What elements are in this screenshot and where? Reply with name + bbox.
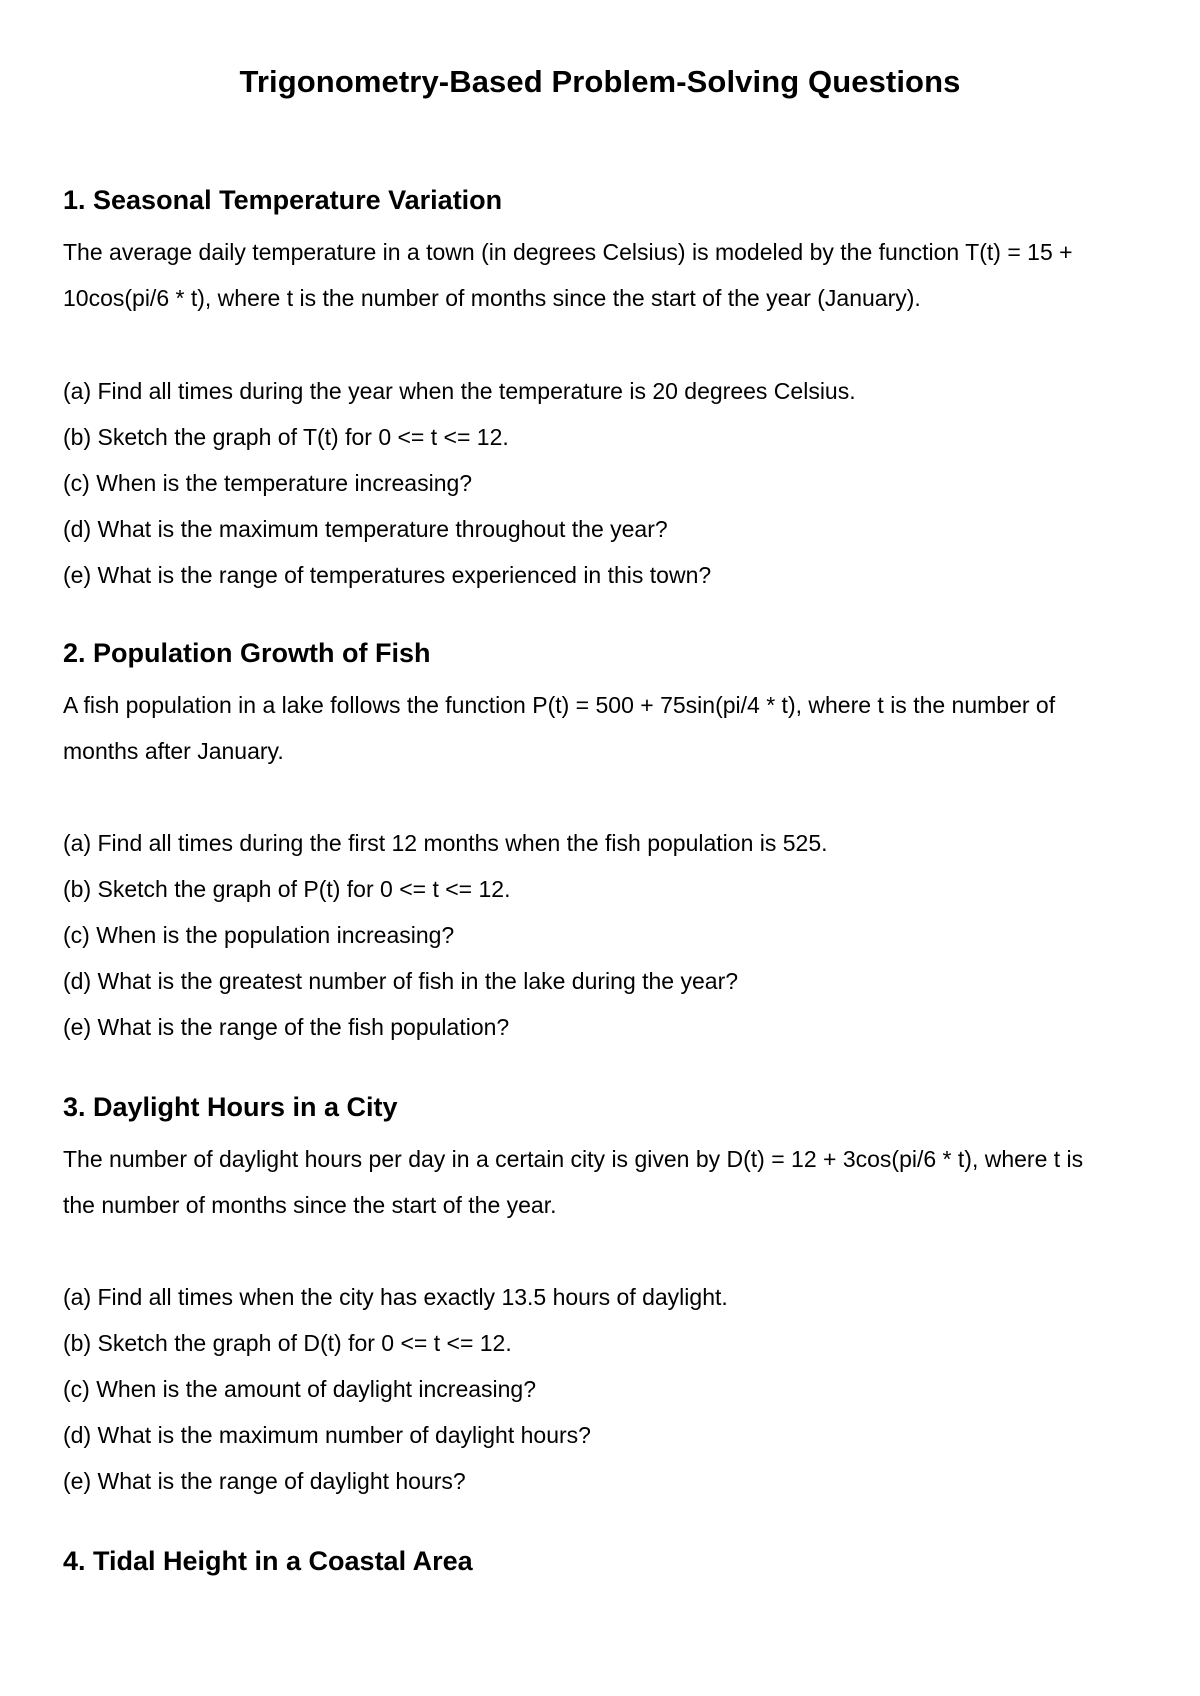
question-item: (e) What is the range of daylight hours? bbox=[63, 1468, 466, 1494]
section-intro bbox=[63, 1137, 1153, 1228]
section-heading: 1. Seasonal Temperature Variation bbox=[63, 185, 503, 215]
intro-line: The average daily temperature in a town (in degrees Celsius) is modeled by the function T(t) = 15 + bbox=[63, 239, 1073, 265]
question-item: (d) What is the maximum number of daylight hours? bbox=[63, 1422, 591, 1448]
section-heading: 4. Tidal Height in a Coastal Area bbox=[63, 1546, 473, 1576]
intro-line: months after January. bbox=[63, 737, 284, 764]
question-item: (d) What is the greatest number of fish in the lake during the year? bbox=[63, 968, 739, 994]
question-item: (a) Find all times during the first 12 months when the fish population is 525. bbox=[63, 830, 828, 856]
intro-line: the number of months since the start of the year. bbox=[63, 1191, 557, 1218]
section-fish-population bbox=[63, 635, 1153, 1040]
question-item: (b) Sketch the graph of T(t) for 0 <= t <= 12. bbox=[63, 424, 509, 450]
question-item: (c) When is the temperature increasing? bbox=[63, 470, 473, 496]
question-item: (b) Sketch the graph of P(t) for 0 <= t <= 12. bbox=[63, 876, 511, 902]
question-list bbox=[63, 1274, 728, 1504]
question-item: (d) What is the maximum temperature throughout the year? bbox=[63, 516, 668, 542]
question-item: (a) Find all times when the city has exactly 13.5 hours of daylight. bbox=[63, 1284, 728, 1310]
question-item: (c) When is the amount of daylight increasing? bbox=[63, 1376, 537, 1402]
section-intro bbox=[63, 230, 1153, 321]
question-list bbox=[63, 368, 856, 598]
question-item: (b) Sketch the graph of D(t) for 0 <= t <= 12. bbox=[63, 1330, 512, 1356]
question-item: (a) Find all times during the year when the temperature is 20 degrees Celsius. bbox=[63, 378, 856, 404]
intro-line: The number of daylight hours per day in a certain city is given by D(t) = 12 + 3cos(pi/6 * t), where t is bbox=[63, 1146, 1084, 1172]
section-heading: 2. Population Growth of Fish bbox=[63, 638, 431, 668]
question-item: (e) What is the range of the fish population? bbox=[63, 1014, 510, 1040]
question-list bbox=[63, 820, 828, 1050]
section-daylight-hours bbox=[63, 1089, 1153, 1494]
intro-line: A fish population in a lake follows the function P(t) = 500 + 75sin(pi/4 * t), where t is the number of bbox=[63, 692, 1056, 718]
intro-line: 10cos(pi/6 * t), where t is the number of months since the start of the year (January). bbox=[63, 284, 921, 311]
question-item: (e) What is the range of temperatures experienced in this town? bbox=[63, 562, 712, 588]
section-seasonal-temperature bbox=[63, 182, 1153, 588]
section-intro bbox=[63, 683, 1153, 774]
section-heading: 3. Daylight Hours in a City bbox=[63, 1092, 398, 1122]
document-title: Trigonometry-Based Problem-Solving Questions bbox=[239, 64, 961, 99]
section-tidal-height bbox=[63, 1543, 1153, 1591]
question-item: (c) When is the population increasing? bbox=[63, 922, 455, 948]
